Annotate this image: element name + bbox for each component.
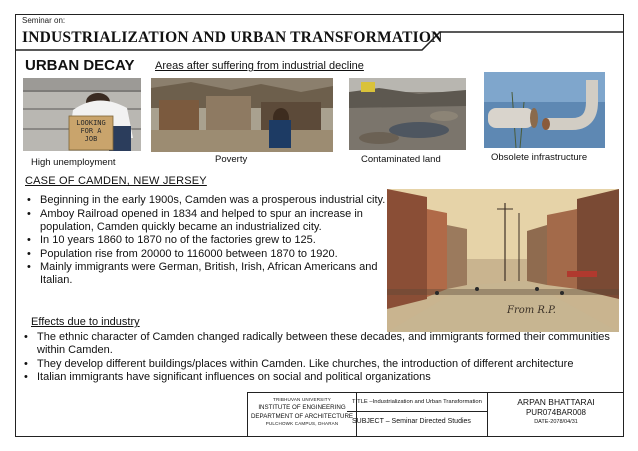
postcard-inscription: From R.P. xyxy=(507,305,556,316)
footer-date: DATE-2078/04/31 xyxy=(534,419,578,425)
footer-campus: PULCHOWK CAMPUS, DHARAN xyxy=(265,421,339,426)
seminar-kicker: Seminar on: xyxy=(22,16,66,25)
camden-heading: CASE OF CAMDEN, NEW JERSEY xyxy=(25,175,207,187)
footer-roll-number: PUR074BAR008 xyxy=(525,408,587,417)
footer-author xyxy=(488,392,624,437)
caption-unemployment: High unemployment xyxy=(31,157,116,168)
photo-unemployment xyxy=(23,78,141,151)
page-title: INDUSTRIALIZATION AND URBAN TRANSFORMATION xyxy=(22,29,443,46)
footer xyxy=(15,392,624,437)
footer-department: DEPARTMENT OF ARCHITECTURE xyxy=(250,413,354,420)
footer-institution xyxy=(247,392,357,437)
sign-line-1: LOOKING xyxy=(76,119,106,127)
footer-university: TRIBHUVAN UNIVERSITY xyxy=(273,397,331,402)
camden-bullet: • Beginning in the early 1900s, Camden was a prosperous industrial city. xyxy=(25,194,387,207)
footer-author-name: ARPAN BHATTARAI xyxy=(517,397,595,407)
effects-bullet: • The ethnic character of Camden changed radically between these decades, and immigrants formed their communities within Camden. xyxy=(22,331,634,357)
photo-poverty xyxy=(151,78,333,152)
camden-bullet: • Population rise from 20000 to 116000 between 1870 to 1920. xyxy=(25,248,387,261)
camden-bullet: • Amboy Railroad opened in 1834 and helped to spur an increase in population, Camden quickly became an industrialized city. xyxy=(25,208,387,234)
photo-obsolete-infrastructure xyxy=(484,72,605,148)
camden-bullet: • Mainly immigrants were German, British, Irish, African Americans and Italian. xyxy=(25,261,387,287)
urban-decay-heading: URBAN DECAY xyxy=(25,57,135,74)
effects-heading: Effects due to industry xyxy=(31,316,140,328)
sign-line-3: JOB xyxy=(84,135,98,143)
footer-institute: INSTITUTE OF ENGINEERING xyxy=(258,404,346,411)
footer-title-subject xyxy=(347,392,488,437)
urban-decay-subheading: Areas after suffering from industrial decline xyxy=(155,60,364,72)
effects-bullet-list xyxy=(22,331,634,385)
footer-subject-line: SUBJECT – Seminar Directed Studies xyxy=(352,418,471,425)
footer-divider xyxy=(347,411,488,412)
camden-bullet: • In 10 years 1860 to 1870 no of the factories grew to 125. xyxy=(25,234,387,247)
effects-bullet: • Italian immigrants have significant influences on social and political organizations xyxy=(22,371,634,384)
photo-camden-postcard xyxy=(387,189,619,332)
effects-bullet: • They develop different buildings/places within Camden. Like churches, the introduction of different architecture xyxy=(22,358,634,371)
sign-line-2: FOR A xyxy=(80,127,102,135)
camden-bullet-list xyxy=(25,194,387,288)
caption-contaminated-land: Contaminated land xyxy=(361,154,441,165)
footer-title-line: TITLE –Industrialization and Urban Transformation xyxy=(352,399,482,405)
photo-contaminated-land xyxy=(349,78,466,150)
caption-poverty: Poverty xyxy=(215,154,248,165)
caption-obsolete-infrastructure: Obsolete infrastructure xyxy=(491,152,588,163)
